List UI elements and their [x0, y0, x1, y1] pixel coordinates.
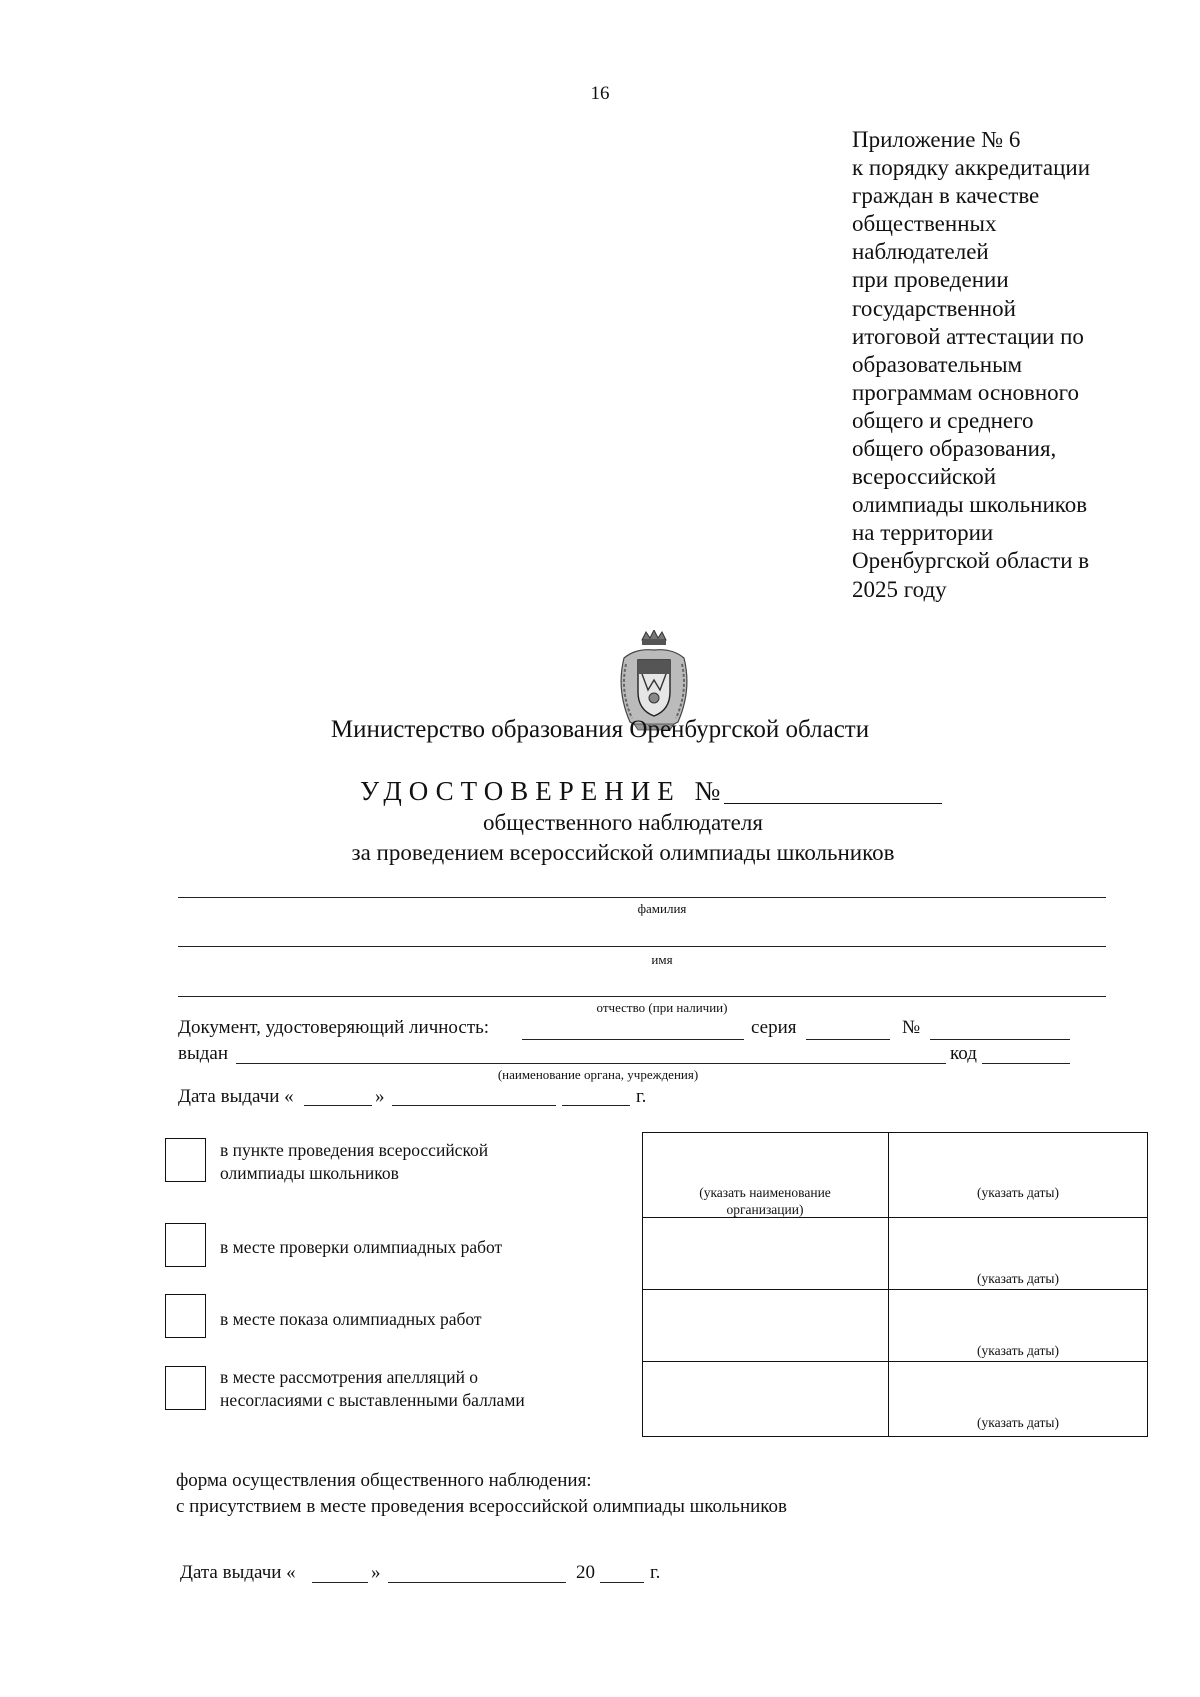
option-checkbox-showing[interactable] — [165, 1294, 206, 1338]
footer-month-field[interactable] — [388, 1582, 566, 1583]
issue-month-field[interactable] — [392, 1105, 556, 1106]
option-label-venue — [220, 1139, 488, 1185]
certificate-title: УДОСТОВЕРЕНИЕ № — [360, 776, 728, 806]
option-label-line: в пункте проведения всероссийской — [220, 1140, 489, 1160]
page-number: 16 — [590, 83, 610, 104]
appendix-line: Приложение № 6 — [852, 127, 1021, 152]
dates-caption: (указать даты) — [977, 1415, 1059, 1430]
appendix-line: образовательным — [852, 351, 1023, 377]
code-label: код — [950, 1043, 977, 1064]
option-label-checking — [220, 1236, 502, 1259]
org-caption — [642, 1184, 888, 1218]
name-caption: имя — [651, 952, 673, 967]
footer-date-close: » — [371, 1562, 381, 1583]
footer-century: 20 — [576, 1562, 595, 1583]
id-document-field[interactable] — [522, 1039, 744, 1040]
issued-label: выдан — [178, 1043, 229, 1064]
dates-caption: (указать даты) — [977, 1343, 1059, 1358]
table-row-divider — [642, 1361, 1148, 1362]
name-field[interactable] — [178, 946, 1106, 947]
option-checkbox-checking[interactable] — [165, 1223, 206, 1267]
number-field[interactable] — [930, 1039, 1070, 1040]
option-label-line: в месте рассмотрения апелляций о — [220, 1367, 479, 1387]
option-label-line: в месте показа олимпиадных работ — [220, 1309, 482, 1329]
appendix-line: граждан в качестве — [852, 183, 1040, 209]
number-label: № — [902, 1017, 921, 1038]
option-label-line: в месте проверки олимпиадных работ — [220, 1237, 503, 1257]
footer-year-suffix: г. — [650, 1562, 661, 1583]
footer-day-field[interactable] — [312, 1582, 368, 1583]
appendix-line: к порядку аккредитации — [852, 155, 1091, 181]
table-row-divider — [642, 1289, 1148, 1290]
appendix-line: наблюдателей — [852, 239, 989, 265]
footer-date-label: Дата выдачи « — [180, 1562, 296, 1583]
appendix-note — [852, 126, 1192, 604]
appendix-line: при проведении — [852, 267, 1009, 293]
form-heading: форма осуществления общественного наблюдения: — [176, 1470, 592, 1491]
year-suffix: г. — [636, 1086, 647, 1107]
option-checkbox-venue[interactable] — [165, 1138, 206, 1182]
certificate-subtitle: за проведением всероссийской олимпиады школьников — [351, 840, 895, 865]
appendix-line: государственной — [852, 295, 1016, 321]
certificate-number-field[interactable] — [724, 803, 942, 804]
option-label-line: несогласиями с выставленными баллами — [220, 1390, 525, 1410]
issue-date-label: Дата выдачи « — [178, 1086, 294, 1107]
org-caption-line: организации) — [726, 1202, 804, 1217]
option-label-showing — [220, 1308, 482, 1331]
code-field[interactable] — [982, 1063, 1070, 1064]
footer-year-field[interactable] — [600, 1582, 644, 1583]
surname-field[interactable] — [178, 897, 1106, 898]
appendix-line: общего образования, — [852, 436, 1057, 462]
series-field[interactable] — [806, 1039, 890, 1040]
issuer-caption: (наименование органа, учреждения) — [497, 1067, 699, 1082]
appendix-line: 2025 году — [852, 576, 947, 602]
appendix-line: Оренбургской области в — [852, 548, 1090, 574]
option-label-line: олимпиады школьников — [220, 1163, 399, 1183]
series-label: серия — [751, 1017, 797, 1038]
issue-date-close: » — [375, 1086, 385, 1107]
dates-caption: (указать даты) — [977, 1271, 1059, 1286]
patronymic-caption: отчество (при наличии) — [596, 1000, 728, 1015]
appendix-line: общественных — [852, 211, 997, 237]
surname-caption: фамилия — [637, 901, 687, 916]
issue-year-field[interactable] — [562, 1105, 630, 1106]
appendix-line: олимпиады школьников — [852, 492, 1088, 518]
appendix-line: на территории — [852, 520, 994, 546]
ministry-name: Министерство образования Оренбургской области — [330, 716, 870, 743]
issue-day-field[interactable] — [304, 1105, 372, 1106]
id-document-label: Документ, удостоверяющий личность: — [178, 1017, 490, 1038]
org-caption-line: (указать наименование — [699, 1185, 831, 1200]
form-value: с присутствием в месте проведения всероссийской олимпиады школьников — [176, 1496, 788, 1517]
certificate-subtitle: общественного наблюдателя — [483, 810, 763, 835]
option-label-appeals — [220, 1366, 525, 1412]
patronymic-field[interactable] — [178, 996, 1106, 997]
observation-table — [642, 1132, 1148, 1437]
option-checkbox-appeals[interactable] — [165, 1366, 206, 1410]
issuer-field[interactable] — [236, 1063, 946, 1064]
appendix-line: всероссийской — [852, 464, 997, 490]
appendix-line: итоговой аттестации по — [852, 323, 1084, 349]
dates-caption: (указать даты) — [977, 1185, 1059, 1200]
appendix-line: программам основного — [852, 379, 1080, 405]
appendix-line: общего и среднего — [852, 407, 1034, 433]
